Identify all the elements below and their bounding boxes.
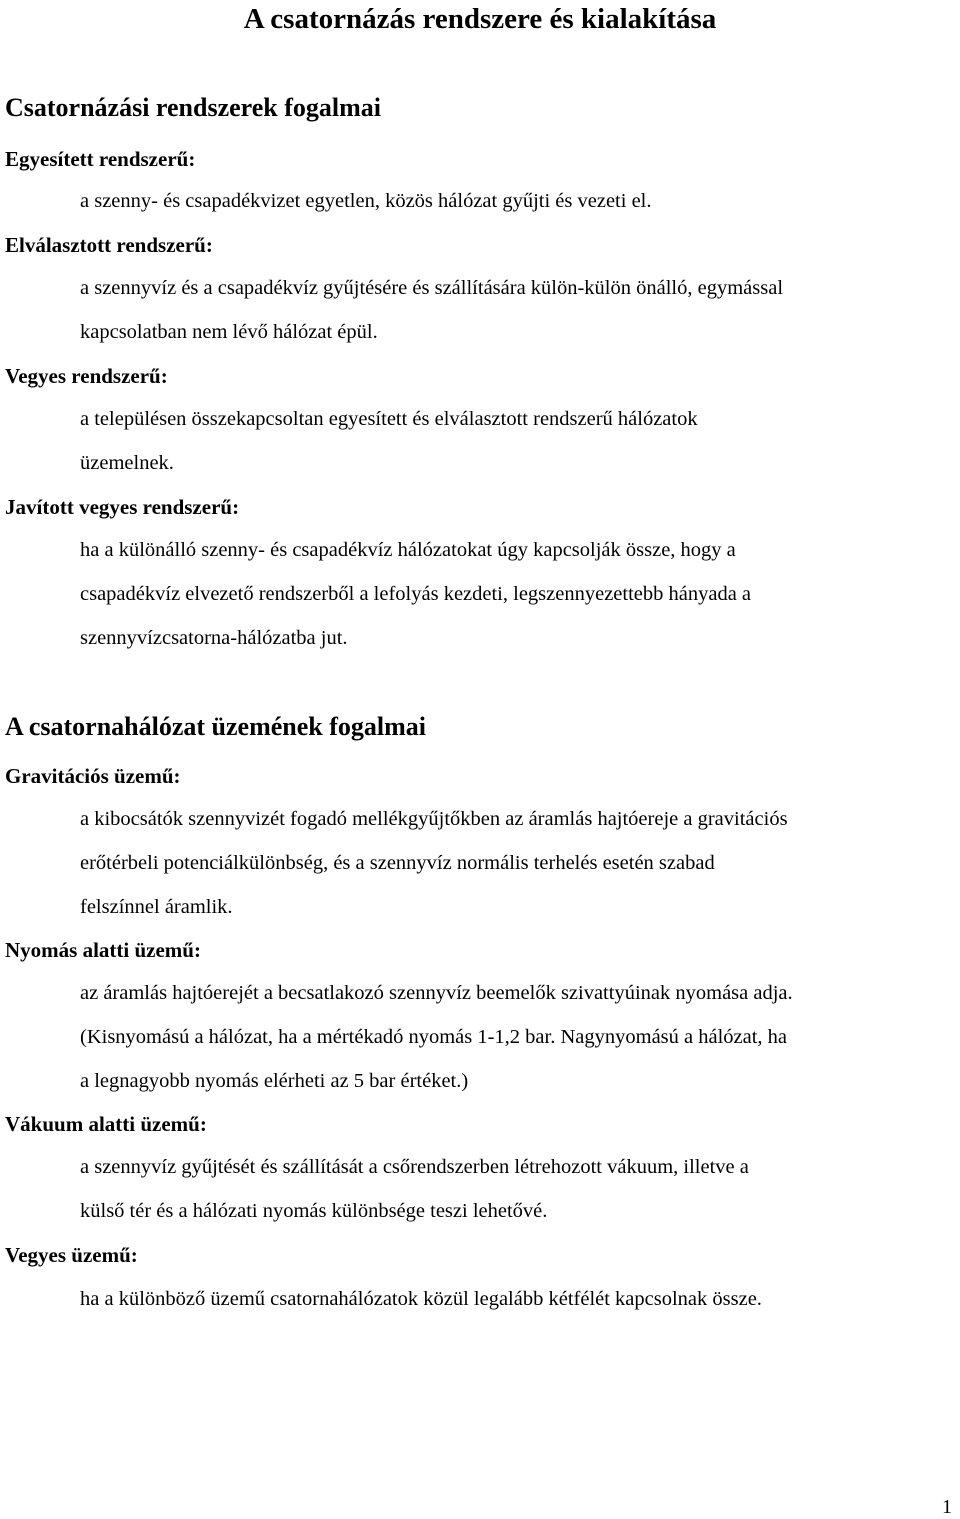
term-gravitacios: Gravitációs üzemű: (5, 764, 181, 788)
definition-line: külső tér és a hálózati nyomás különbsége teszi lehetővé. (80, 1200, 548, 1222)
definition-line: csapadékvíz elvezető rendszerből a lefolyás kezdeti, legszennyezettebb hányada a (80, 583, 752, 605)
term-vakuum-alatti: Vákuum alatti üzemű: (5, 1112, 207, 1136)
page-number: 1 (942, 1496, 952, 1518)
definition-line: a kibocsátók szennyvizét fogadó mellékgyűjtőkben az áramlás hajtóereje a gravitációs (80, 808, 788, 830)
term-javitott-vegyes: Javított vegyes rendszerű: (5, 495, 240, 519)
section-heading-uzem: A csatornahálózat üzemének fogalmai (5, 712, 427, 741)
definition-line: a szennyvíz és a csapadékvíz gyűjtésére és szállítására külön-külön önálló, egymással (80, 277, 784, 299)
term-vegyes-uzemu: Vegyes üzemű: (5, 1243, 138, 1267)
definition-line: a szenny- és csapadékvizet egyetlen, közös hálózat gyűjti és vezeti el. (80, 190, 652, 212)
definition-vakuum-alatti (80, 1145, 958, 1233)
definition-vegyes-uzemu (80, 1277, 958, 1321)
definition-vegyes-rendszeru (80, 397, 958, 485)
definition-line: a szennyvíz gyűjtését és szállítását a csőrendszerben létrehozott vákuum, illetve a (80, 1156, 749, 1178)
section-heading-rendszerek: Csatornázási rendszerek fogalmai (5, 93, 381, 122)
definition-gravitacios (80, 797, 958, 929)
definition-javitott-vegyes (80, 528, 958, 660)
definition-line: ha a különálló szenny- és csapadékvíz hálózatokat úgy kapcsolják össze, hogy a (80, 539, 736, 561)
definition-line: felszínnel áramlik. (80, 896, 233, 918)
term-nyomas-alatti: Nyomás alatti üzemű: (5, 938, 201, 962)
definition-line: a legnagyobb nyomás elérheti az 5 bar értéket.) (80, 1070, 469, 1092)
definition-line: ha a különböző üzemű csatornahálózatok közül legalább kétfélét kapcsolnak össze. (80, 1288, 762, 1310)
definition-line: a településen összekapcsoltan egyesített és elválasztott rendszerű hálózatok (80, 408, 698, 430)
definition-line: az áramlás hajtóerejét a becsatlakozó szennyvíz beemelők szivattyúinak nyomása adja. (80, 982, 793, 1004)
definition-egyesitett (80, 179, 958, 223)
term-egyesitett: Egyesített rendszerű: (5, 147, 196, 171)
definition-line: kapcsolatban nem lévő hálózat épül. (80, 321, 378, 343)
definition-elvalasztott (80, 266, 958, 354)
definition-line: szennyvízcsatorna-hálózatba jut. (80, 627, 348, 649)
document-title: A csatornázás rendszere és kialakítása (243, 3, 717, 35)
definition-nyomas-alatti (80, 971, 958, 1103)
term-vegyes-rendszeru: Vegyes rendszerű: (5, 364, 168, 388)
definition-line: erőtérbeli potenciálkülönbség, és a szennyvíz normális terhelés esetén szabad (80, 852, 715, 874)
term-elvalasztott: Elválasztott rendszerű: (5, 233, 213, 257)
definition-line: (Kisnyomású a hálózat, ha a mértékadó nyomás 1-1,2 bar. Nagynyomású a hálózat, ha (80, 1026, 788, 1048)
definition-line: üzemelnek. (80, 452, 174, 474)
